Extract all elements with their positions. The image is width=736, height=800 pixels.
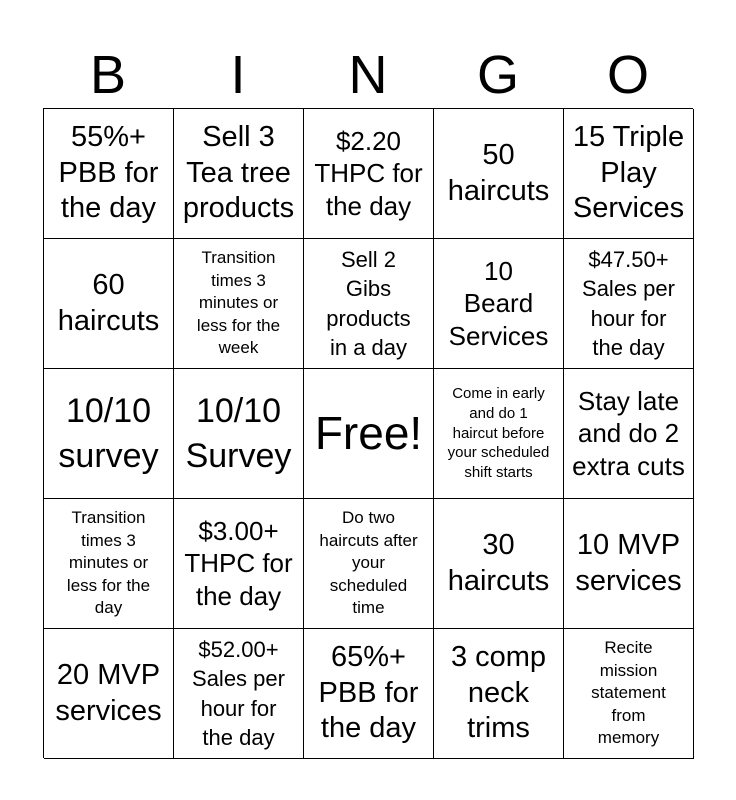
bingo-cell-r3c1[interactable]: 10/10 survey	[44, 369, 174, 499]
bingo-cell-r4c1[interactable]: Transition times 3 minutes or less for the day	[44, 499, 174, 629]
bingo-cell-r5c4[interactable]: 3 comp neck trims	[434, 629, 564, 759]
bingo-cell-r1c1[interactable]: 55%+ PBB for the day	[44, 109, 174, 239]
bingo-cell-free[interactable]: Free!	[304, 369, 434, 499]
bingo-cell-r5c5[interactable]: Recite mission statement from memory	[564, 629, 694, 759]
bingo-cell-r4c5[interactable]: 10 MVP services	[564, 499, 694, 629]
bingo-cell-r1c2[interactable]: Sell 3 Tea tree products	[174, 109, 304, 239]
bingo-cell-r5c3[interactable]: 65%+ PBB for the day	[304, 629, 434, 759]
bingo-board	[43, 108, 693, 758]
header-letter-o: O	[606, 45, 649, 105]
bingo-header	[43, 42, 693, 108]
bingo-cell-r1c4[interactable]: 50 haircuts	[434, 109, 564, 239]
header-letter-i: I	[230, 45, 246, 105]
bingo-cell-r5c1[interactable]: 20 MVP services	[44, 629, 174, 759]
header-letter-b: B	[89, 45, 127, 105]
header-letter-n: N	[348, 45, 388, 105]
bingo-cell-r2c4[interactable]: 10 Beard Services	[434, 239, 564, 369]
bingo-cell-r2c1[interactable]: 60 haircuts	[44, 239, 174, 369]
bingo-cell-r4c3[interactable]: Do two haircuts after your scheduled time	[304, 499, 434, 629]
bingo-cell-r1c3[interactable]: $2.20 THPC for the day	[304, 109, 434, 239]
bingo-cell-r2c2[interactable]: Transition times 3 minutes or less for the week	[174, 239, 304, 369]
header-letter-g: G	[476, 45, 519, 105]
bingo-cell-r3c2[interactable]: 10/10 Survey	[174, 369, 304, 499]
bingo-cell-r3c5[interactable]: Stay late and do 2 extra cuts	[564, 369, 694, 499]
bingo-cell-r2c3[interactable]: Sell 2 Gibs products in a day	[304, 239, 434, 369]
bingo-cell-r4c2[interactable]: $3.00+ THPC for the day	[174, 499, 304, 629]
bingo-cell-r2c5[interactable]: $47.50+ Sales per hour for the day	[564, 239, 694, 369]
bingo-cell-r5c2[interactable]: $52.00+ Sales per hour for the day	[174, 629, 304, 759]
bingo-cell-r3c4[interactable]: Come in early and do 1 haircut before your scheduled shift starts	[434, 369, 564, 499]
bingo-cell-r1c5[interactable]: 15 Triple Play Services	[564, 109, 694, 239]
bingo-cell-r4c4[interactable]: 30 haircuts	[434, 499, 564, 629]
